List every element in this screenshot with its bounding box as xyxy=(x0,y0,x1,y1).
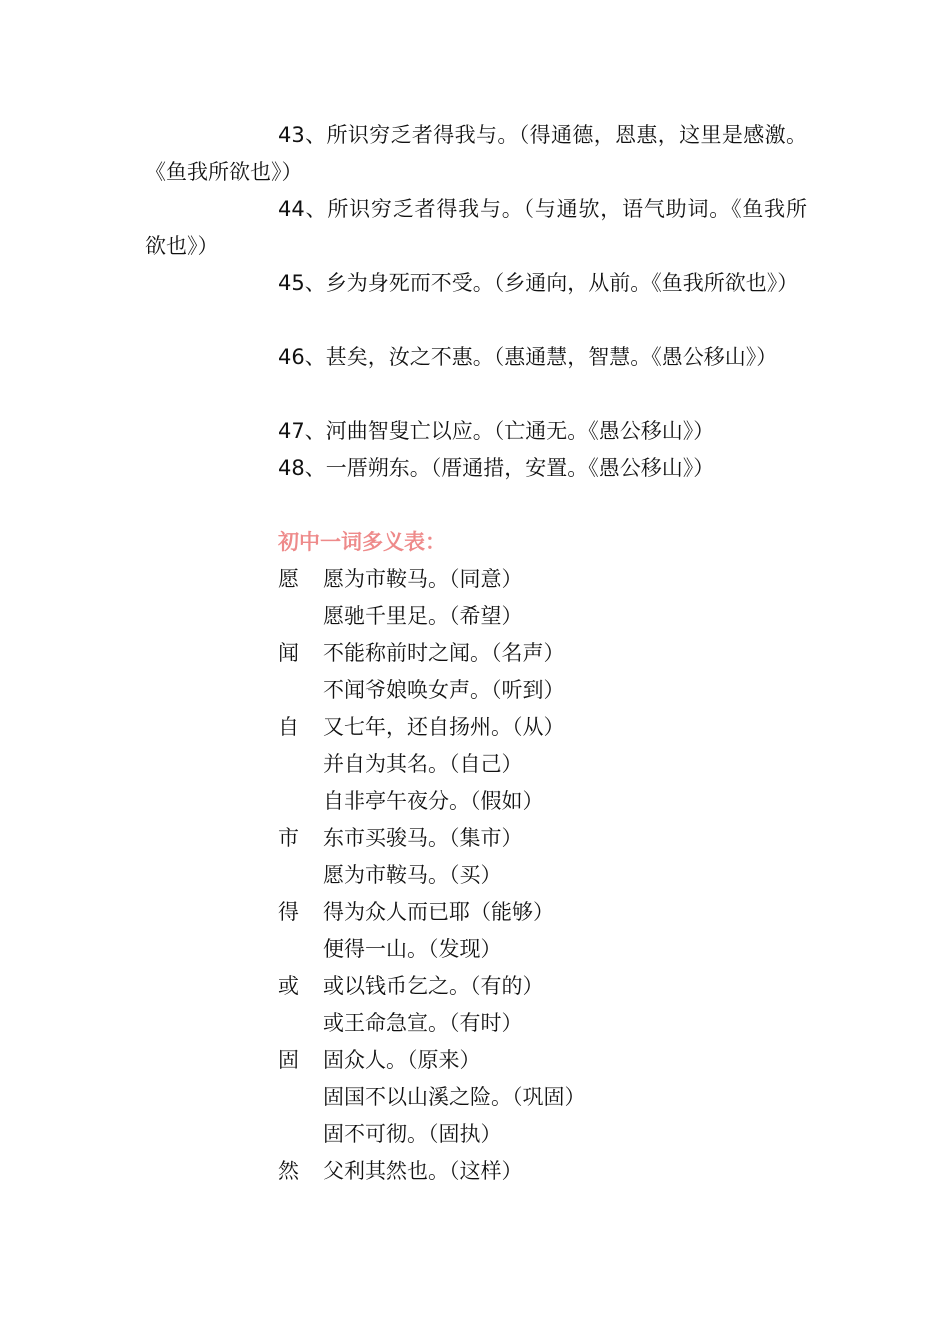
note-46: 46、甚矣，汝之不惠。（惠通慧，智慧。《愚公移山》） xyxy=(278,345,778,369)
entry-example: 东市买骏马。（集市） xyxy=(323,826,523,850)
entry-word: 得 xyxy=(278,900,299,924)
entry-huo xyxy=(278,968,778,1042)
entry-example: 愿为市鞍马。（买） xyxy=(323,863,502,887)
entry-zi xyxy=(278,709,778,820)
entry-word: 闻 xyxy=(278,641,299,665)
entry-example: 或以钱币乞之。（有的） xyxy=(323,974,544,998)
entry-wen xyxy=(278,635,778,709)
note-43: 43、所识穷乏者得我与。（得通德，恩惠，这里是感激。《鱼我所欲也》） xyxy=(145,123,807,184)
entry-gu xyxy=(278,1042,778,1153)
entry-example: 固不可彻。（固执） xyxy=(323,1122,502,1146)
section-heading: 初中一词多义表： xyxy=(278,530,446,554)
entry-yuan xyxy=(278,561,778,635)
entry-example: 不能称前时之闻。（名声） xyxy=(323,641,565,665)
entry-example: 又七年，还自扬州。（从） xyxy=(323,715,565,739)
entry-example: 得为众人而已耶（能够） xyxy=(323,900,554,924)
note-48: 48、一厝朔东。（厝通措，安置。《愚公移山》） xyxy=(278,456,715,480)
entry-ran xyxy=(278,1153,778,1190)
polysemy-table xyxy=(278,561,778,1190)
entry-word: 或 xyxy=(278,974,299,998)
note-47: 47、河曲智叟亡以应。（亡通无。《愚公移山》） xyxy=(278,419,715,443)
note-45: 45、乡为身死而不受。（乡通向，从前。《鱼我所欲也》） xyxy=(278,271,799,295)
entry-example: 愿为市鞍马。（同意） xyxy=(323,567,523,591)
entry-example: 父利其然也。（这样） xyxy=(323,1159,523,1183)
entry-word: 市 xyxy=(278,826,299,850)
entry-example: 或王命急宣。（有时） xyxy=(323,1011,523,1035)
entry-de xyxy=(278,894,778,968)
entry-word: 然 xyxy=(278,1159,299,1183)
entry-example: 固众人。（原来） xyxy=(323,1048,481,1072)
entry-example: 便得一山。（发现） xyxy=(323,937,502,961)
entry-example: 固国不以山溪之险。（巩固） xyxy=(323,1085,586,1109)
entry-word: 愿 xyxy=(278,567,299,591)
entry-example: 愿驰千里足。（希望） xyxy=(323,604,523,628)
note-44: 44、所识穷乏者得我与。（与通欤，语气助词。《鱼我所欲也》） xyxy=(145,197,807,258)
entry-example: 并自为其名。（自己） xyxy=(323,752,523,776)
entry-example: 不闻爷娘唤女声。（听到） xyxy=(323,678,565,702)
entry-example: 自非亭午夜分。（假如） xyxy=(323,789,544,813)
entry-word: 自 xyxy=(278,715,299,739)
entry-word: 固 xyxy=(278,1048,299,1072)
entry-shi xyxy=(278,820,778,894)
